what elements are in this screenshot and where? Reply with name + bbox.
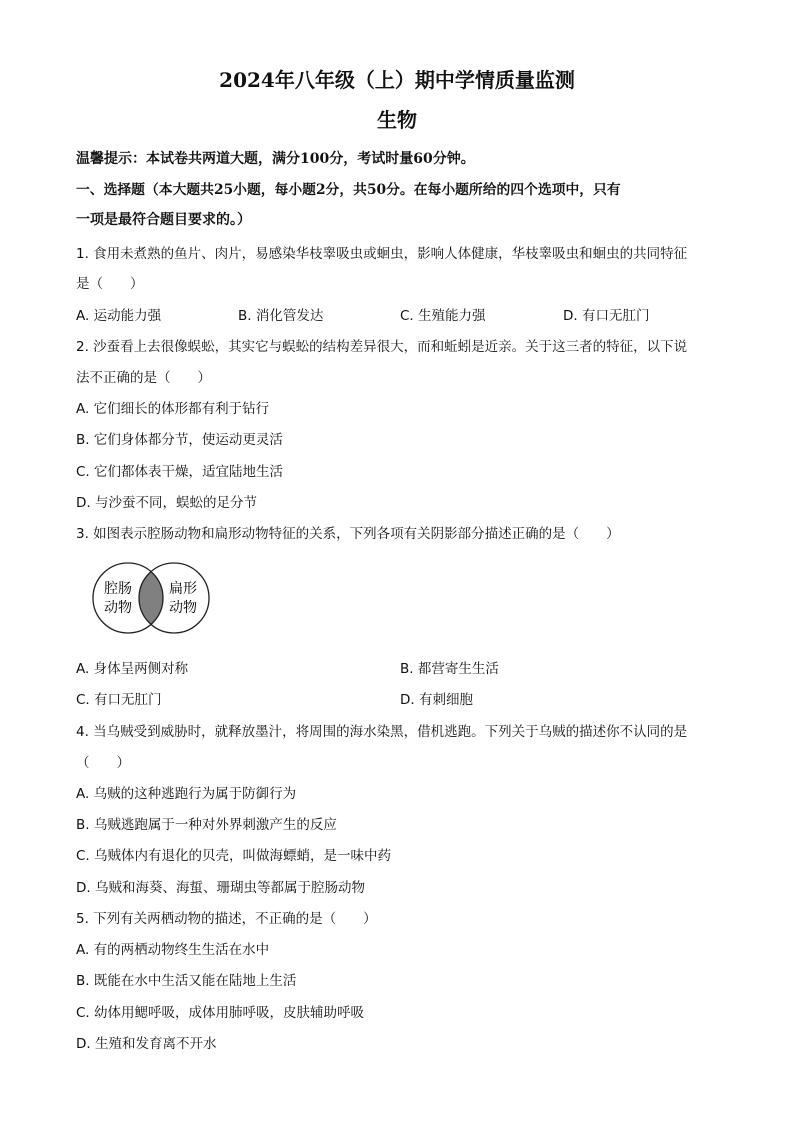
venn-right-label-1: 扁形 xyxy=(169,581,197,597)
q3-option-c[interactable]: C. 有口无肛门 xyxy=(76,692,162,708)
exam-subject: 生物 xyxy=(377,108,417,132)
q1-option-a[interactable]: A. 运动能力强 xyxy=(76,308,162,324)
q1-option-c[interactable]: C. 生殖能力强 xyxy=(400,308,486,324)
venn-right-label-2: 动物 xyxy=(169,600,197,616)
q3-option-b[interactable]: B. 都营寄生生活 xyxy=(400,661,499,677)
venn-diagram xyxy=(90,560,212,636)
q5-stem: 5. 下列有关两栖动物的描述，不正确的是（ ） xyxy=(76,911,377,927)
q5-option-b[interactable]: B. 既能在水中生活又能在陆地上生活 xyxy=(76,973,297,989)
q1-stem: 1. 食用未煮熟的鱼片、肉片，易感染华枝睾吸虫或蛔虫，影响人体健康，华枝睾吸虫和蛔虫的共同特征 xyxy=(76,246,688,262)
q4-option-a[interactable]: A. 乌贼的这种逃跑行为属于防御行为 xyxy=(76,786,297,802)
venn-left-label-2: 动物 xyxy=(104,600,132,616)
q2-option-d[interactable]: D. 与沙蚕不同，蜈蚣的足分节 xyxy=(76,495,257,511)
q4-option-d[interactable]: D. 乌贼和海葵、海蜇、珊瑚虫等都属于腔肠动物 xyxy=(76,880,365,896)
q5-option-d[interactable]: D. 生殖和发育离不开水 xyxy=(76,1036,217,1052)
section-heading-line-1: 一、选择题（本大题共25小题，每小题2分，共50分。在每小题所给的四个选项中，只有 xyxy=(76,182,621,198)
q5-option-a[interactable]: A. 有的两栖动物终生生活在水中 xyxy=(76,942,270,958)
q1-stem-cont: 是（ ） xyxy=(76,276,144,292)
q3-option-d[interactable]: D. 有刺细胞 xyxy=(400,692,473,708)
q2-stem: 2. 沙蚕看上去很像蜈蚣，其实它与蜈蚣的结构差异很大，而和蚯蚓是近亲。关于这三者的特征，以下说 xyxy=(76,339,688,355)
section-heading-line-2: 一项是最符合题目要求的。） xyxy=(76,212,251,228)
q2-option-a[interactable]: A. 它们细长的体形都有利于钻行 xyxy=(76,401,270,417)
q4-stem-cont: （ ） xyxy=(76,755,130,771)
exam-notice: 温馨提示：本试卷共两道大题，满分100分，考试时量60分钟。 xyxy=(76,151,475,167)
exam-title: 2024年八年级（上）期中学情质量监测 xyxy=(219,68,575,92)
q2-option-c[interactable]: C. 它们都体表干燥，适宜陆地生活 xyxy=(76,464,284,480)
q5-option-c[interactable]: C. 幼体用鳃呼吸，成体用肺呼吸，皮肤辅助呼吸 xyxy=(76,1005,365,1021)
q4-option-c[interactable]: C. 乌贼体内有退化的贝壳，叫做海螵蛸，是一味中药 xyxy=(76,848,392,864)
q4-option-b[interactable]: B. 乌贼逃跑属于一种对外界刺激产生的反应 xyxy=(76,817,337,833)
venn-left-label-1: 腔肠 xyxy=(104,581,132,597)
q2-option-b[interactable]: B. 它们身体都分节，使运动更灵活 xyxy=(76,432,283,448)
q1-option-b[interactable]: B. 消化管发达 xyxy=(238,308,324,324)
q4-stem: 4. 当乌贼受到威胁时，就释放墨汁，将周围的海水染黑，借机逃跑。下列关于乌贼的描述你不认同的是 xyxy=(76,724,688,740)
q2-stem-cont: 法不正确的是（ ） xyxy=(76,370,211,386)
q1-option-d[interactable]: D. 有口无肛门 xyxy=(563,308,650,324)
q3-stem: 3. 如图表示腔肠动物和扁形动物特征的关系，下列各项有关阴影部分描述正确的是（ ） xyxy=(76,526,620,542)
q3-option-a[interactable]: A. 身体呈两侧对称 xyxy=(76,661,189,677)
